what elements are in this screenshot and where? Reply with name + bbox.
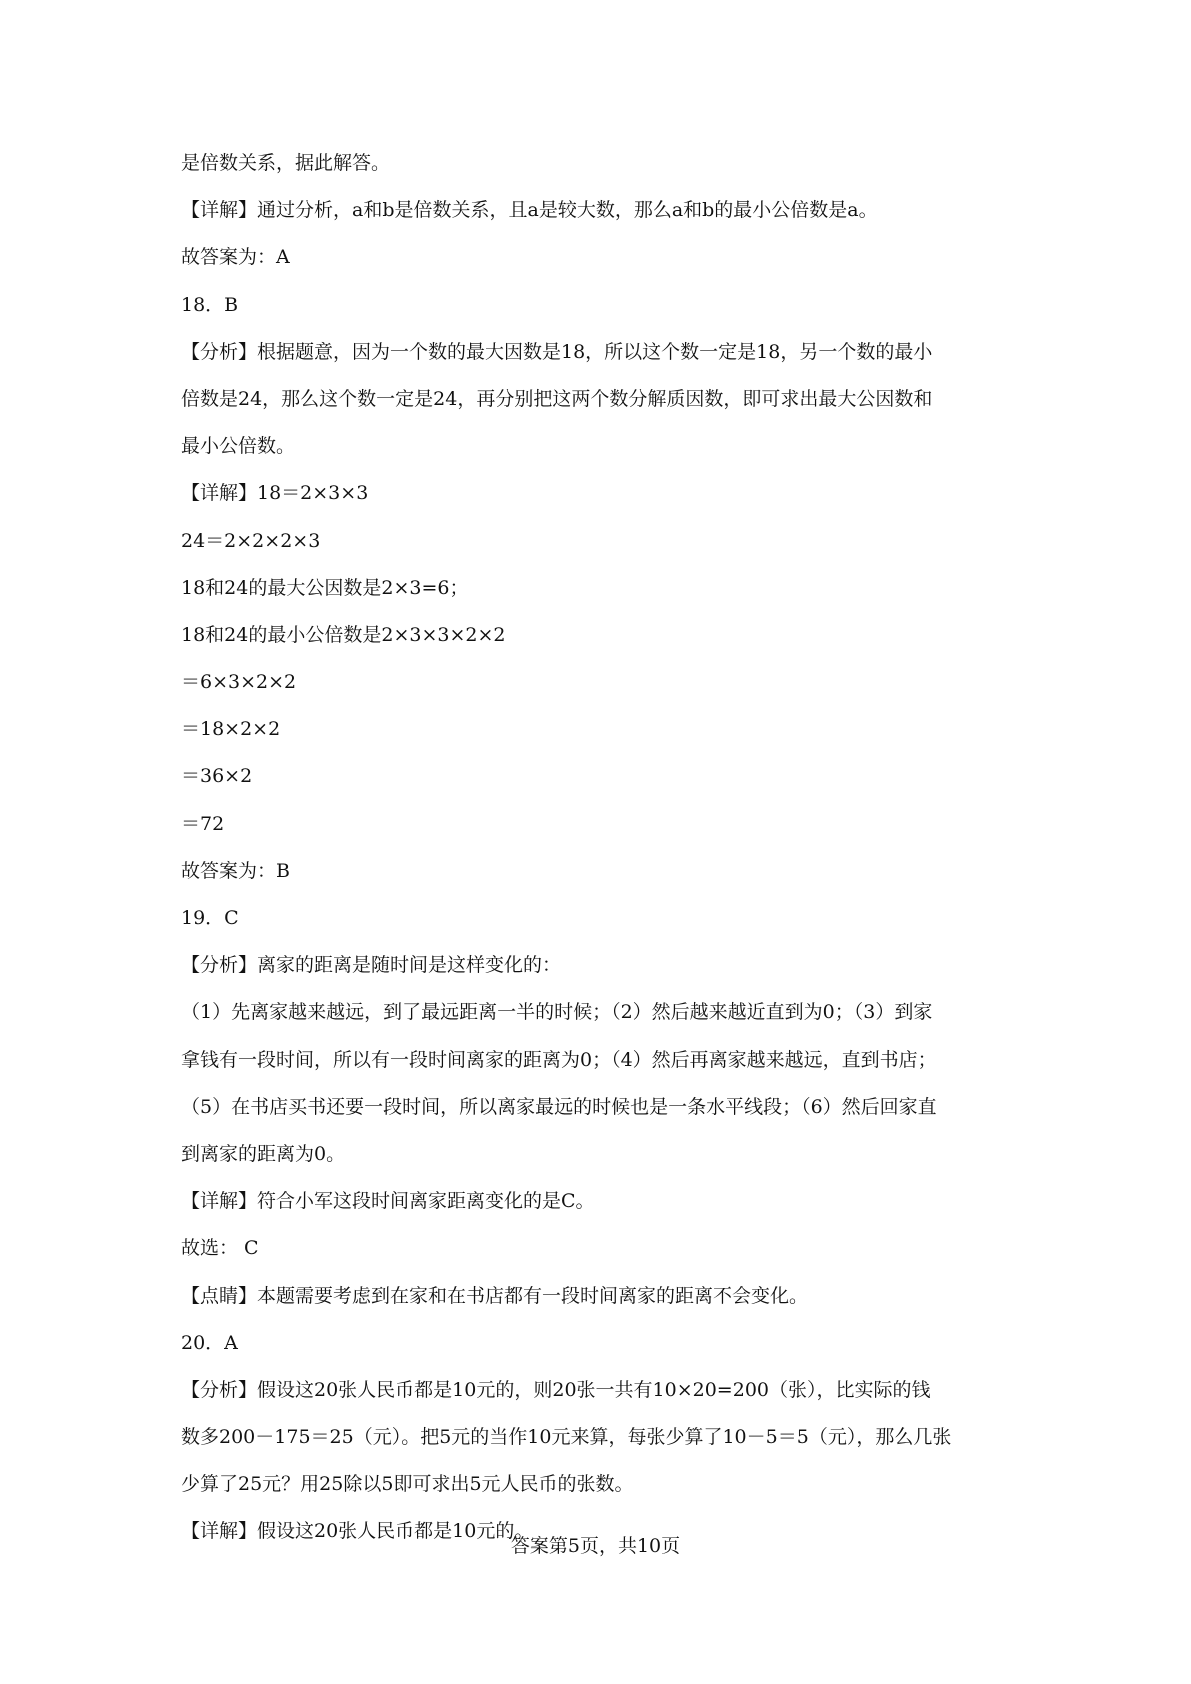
- page-footer: 答案第5页，共10页: [510, 1535, 681, 1557]
- text-line: ＝36×2: [181, 765, 253, 788]
- text-line: 【详解】18＝2×3×3: [181, 482, 369, 505]
- question-number: 19．C: [181, 907, 239, 929]
- text-line: 【分析】根据题意，因为一个数的最大因数是18，所以这个数一定是18，另一个数的最小: [181, 340, 933, 363]
- text-line: 拿钱有一段时间，所以有一段时间离家的距离为0；（4）然后再离家越来越远，直到书店；: [181, 1048, 937, 1071]
- text-line: 【分析】离家的距离是随时间是这样变化的：: [181, 954, 562, 977]
- text-line: （1）先离家越来越远，到了最远距离一半的时候；（2）然后越来越近直到为0；（3）到家: [181, 1001, 933, 1024]
- text-line: 故答案为：B: [181, 859, 290, 882]
- text-line: （5）在书店买书还要一段时间，所以离家最远的时候也是一条水平线段；（6）然后回家直: [181, 1095, 937, 1118]
- text-line: 故选： C: [181, 1237, 259, 1260]
- question-number: 20．A: [181, 1331, 238, 1354]
- text-line: 到离家的距离为0。: [181, 1142, 346, 1165]
- text-line: 【详解】假设这20张人民币都是10元的。: [181, 1520, 534, 1543]
- text-line: 是倍数关系，据此解答。: [181, 152, 391, 174]
- text-line: 【点睛】本题需要考虑到在家和在书店都有一段时间离家的距离不会变化。: [181, 1284, 809, 1307]
- question-number: 18．B: [181, 293, 239, 316]
- text-line: 【详解】符合小军这段时间离家距离变化的是C。: [181, 1190, 595, 1213]
- text-line: 少算了25元？用25除以5即可求出5元人民币的张数。: [181, 1473, 634, 1496]
- answer-content: [181, 148, 1021, 1564]
- text-line: 24＝2×2×2×3: [181, 529, 321, 552]
- text-line: 【详解】通过分析，a和b是倍数关系，且a是较大数，那么a和b的最小公倍数是a。: [181, 199, 878, 222]
- text-line: ＝72: [181, 812, 225, 835]
- text-line: 【分析】假设这20张人民币都是10元的，则20张一共有10×20=200（张），比实际的钱: [181, 1378, 931, 1401]
- text-line: 18和24的最大公因数是2×3=6；: [181, 576, 469, 599]
- text-line: 数多200－175＝25（元）。把5元的当作10元来算，每张少算了10－5＝5（元），那么几张: [181, 1426, 952, 1449]
- text-line: 倍数是24，那么这个数一定是24，再分别把这两个数分解质因数，即可求出最大公因数和: [181, 387, 933, 410]
- text-line: ＝18×2×2: [181, 718, 281, 741]
- text-line: 18和24的最小公倍数是2×3×3×2×2: [181, 623, 506, 646]
- text-line: ＝6×3×2×2: [181, 671, 297, 694]
- text-line: 最小公倍数。: [181, 435, 296, 458]
- text-line: 故答案为：A: [181, 246, 290, 269]
